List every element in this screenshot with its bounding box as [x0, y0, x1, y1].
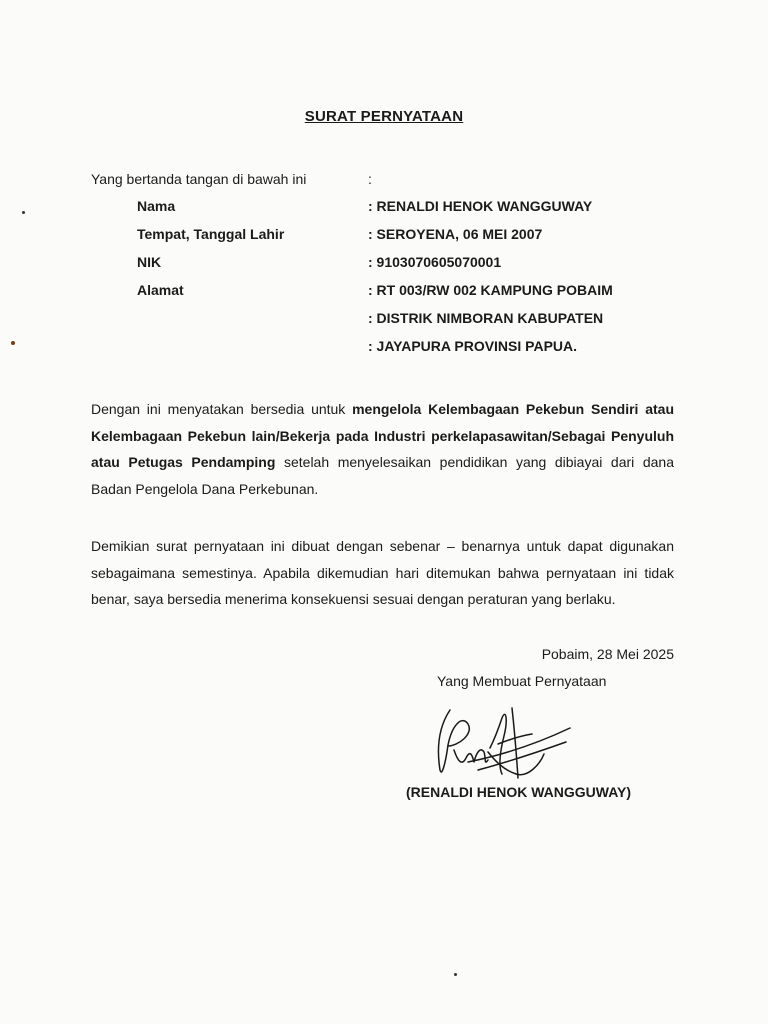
- scan-speck: [454, 973, 457, 976]
- identity-value: : RENALDI HENOK WANGGUWAY: [368, 198, 593, 214]
- identity-value: : 9103070605070001: [368, 254, 502, 270]
- identity-row-nik: [0, 254, 768, 274]
- intro-colon: :: [368, 171, 372, 187]
- intro-label: Yang bertanda tangan di bawah ini: [91, 171, 307, 187]
- identity-label: Tempat, Tanggal Lahir: [137, 226, 285, 242]
- scan-speck: [22, 211, 25, 214]
- identity-row-address-3: [0, 338, 768, 358]
- identity-row-address: [0, 282, 768, 302]
- place-date: Pobaim, 28 Mei 2025: [541, 646, 674, 662]
- signer-name: (RENALDI HENOK WANGGUWAY): [406, 784, 632, 800]
- identity-label: Alamat: [137, 282, 184, 298]
- identity-row-name: [0, 198, 768, 218]
- statement-bold-text: mengelola Kelembagaan Pekebun Sendiri atau Kelembagaan Pekebun lain/Bekerja pada Industri perkelapasawitan/Sebagai Penyuluh atau Petugas Pendamping: [91, 401, 674, 470]
- identity-label: NIK: [137, 254, 162, 270]
- closing-paragraph: Demikian surat pernyataan ini dibuat dengan sebenar – benarnya untuk dapat digunakan sebagaimana semestinya. Apabila dikemudian hari ditemukan bahwa pernyataan ini tidak benar, saya bersedia menerima konsekuensi sesuai dengan peraturan yang berlaku.: [91, 538, 674, 607]
- identity-row-address-2: [0, 310, 768, 330]
- identity-value: : DISTRIK NIMBORAN KABUPATEN: [368, 310, 604, 326]
- scan-speck: [11, 341, 15, 345]
- identity-value: : SEROYENA, 06 MEI 2007: [368, 226, 543, 242]
- signature-image: [428, 700, 578, 788]
- statement-text: Dengan ini menyatakan bersedia untuk: [91, 401, 353, 417]
- document-title: SURAT PERNYATAAN: [304, 108, 464, 125]
- identity-value: : RT 003/RW 002 KAMPUNG POBAIM: [368, 282, 613, 298]
- identity-value: : JAYAPURA PROVINSI PAPUA.: [368, 338, 578, 354]
- statement-paragraph: [91, 396, 674, 502]
- identity-row-birth: [0, 226, 768, 246]
- signer-role: Yang Membuat Pernyataan: [437, 673, 607, 689]
- identity-label: Nama: [137, 198, 176, 214]
- statement-text-end: setelah menyelesaikan pendidikan yang dibiayai dari dana Badan Pengelola Dana Perkebunan.: [91, 454, 674, 497]
